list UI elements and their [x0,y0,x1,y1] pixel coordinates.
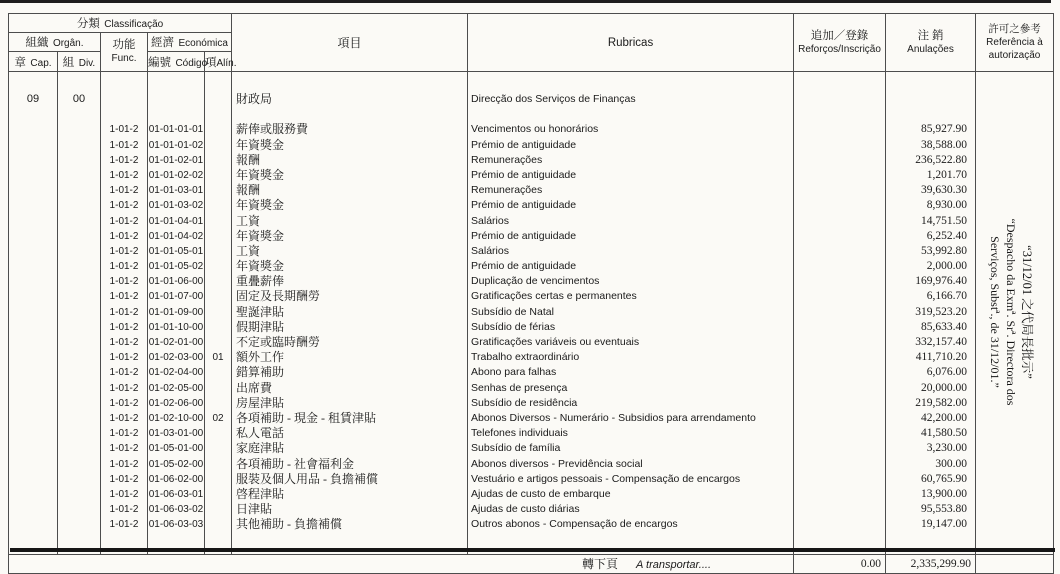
row-item-zh: 日津貼 [236,502,273,517]
column-economic-code [148,72,205,555]
header-items: 項目 [232,14,468,72]
row-economic-code: 01-01-02-01 [148,154,204,166]
spacer [886,92,975,107]
carry-forward-label [9,555,794,574]
column-rubricas [468,72,794,555]
row-anulacao: 1,201.70 [926,168,968,181]
authorization-note-zh: “31/12/01 之代局長批示” [1020,245,1034,379]
row-alinea [205,305,231,320]
table-header [9,14,1054,72]
row-functional-code: 1-01-2 [109,428,139,440]
table-footer [9,555,1054,574]
header-chapter-zh: 章 [14,56,26,69]
row-economic-code: 01-03-01-00 [148,428,204,440]
bottom-rule [10,548,1055,552]
row-alinea [205,426,231,441]
spacer [205,107,231,122]
row-economic-code: 01-01-10-00 [148,321,204,333]
column-items-zh [232,72,468,555]
header-division-pt: Div. [78,57,96,69]
row-anulacao: 6,166.70 [926,290,968,303]
row-functional-code: 1-01-2 [109,352,139,364]
column-reforcos [794,72,886,555]
row-item-zh: 薪俸或服務費 [236,122,309,137]
row-alinea [205,168,231,183]
spacer [886,107,975,122]
spacer [205,92,231,107]
row-alinea [205,244,231,259]
row-anulacao: 20,000.00 [921,381,968,394]
row-item-zh: 出席費 [236,380,273,395]
header-reinforcements-zh: 追加／登錄 [810,29,869,42]
header-chapter [9,52,58,72]
header-organic [9,33,101,52]
spacer [148,107,204,122]
row-alinea [205,122,231,137]
spacer [232,107,467,122]
row-anulacao: 19,147.00 [921,518,968,531]
header-classification-zh: 分類 [76,18,100,30]
row-economic-code: 01-01-01-01 [148,124,204,136]
row-functional-code: 1-01-2 [109,185,139,197]
row-economic-code: 01-01-04-01 [148,215,204,227]
row-anulacao: 411,710.20 [915,351,968,364]
row-anulacao: 42,200.00 [921,411,968,424]
column-division [58,72,101,555]
column-anulacoes [886,72,976,555]
row-anulacao: 6,252.40 [926,229,968,242]
row-anulacao: 8,930.00 [926,199,968,212]
header-alinea-pt: Alín. [216,57,237,69]
row-functional-code: 1-01-2 [109,200,139,212]
row-anulacao: 95,553.80 [921,503,968,516]
carry-forward-zh: 轉下頁 [582,557,619,571]
row-alinea [205,259,231,274]
row-alinea [205,457,231,472]
row-alinea [205,472,231,487]
top-rule [0,0,1051,3]
header-alinea [205,52,237,72]
row-functional-code: 1-01-2 [109,397,139,409]
row-functional-code: 1-01-2 [109,306,139,318]
org-name-zh: 財政局 [236,92,273,106]
carry-forward-reforcos: 0.00 [794,555,886,574]
row-functional-code: 1-01-2 [109,261,139,273]
row-functional-code: 1-01-2 [109,230,139,242]
row-anulacao: 39,630.30 [921,184,968,197]
header-alinea-zh: 項 [205,56,217,69]
row-economic-code: 01-05-01-00 [148,443,204,455]
row-functional-code: 1-01-2 [109,443,139,455]
carry-forward-anulacoes: 2,335,299.90 [886,555,976,574]
header-functional-pt: Func. [111,53,137,64]
row-item-zh: 啓程津貼 [236,486,285,501]
header-annulments [886,14,976,72]
header-annulments-zh: 注 銷 [917,29,944,42]
row-economic-code: 01-01-03-02 [148,200,204,212]
spacer [148,92,204,107]
header-classification [9,14,232,33]
row-alinea [205,335,231,350]
row-alinea [205,138,231,153]
row-item-zh: 年資獎金 [236,198,285,213]
row-rubrica: Abonos diversos - Previdência social [471,457,643,470]
row-rubrica: Remunerações [471,153,543,166]
row-functional-code: 1-01-2 [109,124,139,136]
row-anulacao: 38,588.00 [921,138,968,151]
row-item-zh: 額外工作 [236,350,285,365]
authorization-note [987,162,1035,462]
authorization-note-pt2: Serviços, Substª., de 31/12/01.” [988,236,1002,388]
row-economic-code: 01-01-05-01 [148,245,204,257]
carry-forward-authorization-empty [976,555,1054,574]
row-economic-code: 01-02-01-00 [148,337,204,348]
row-rubrica: Gratificações variáveis ou eventuais [471,336,640,348]
row-functional-code: 1-01-2 [109,382,139,394]
row-rubrica: Ajudas de custo diárias [471,503,580,516]
row-item-zh: 私人電話 [236,426,285,441]
row-economic-code: 01-06-02-00 [148,473,204,485]
row-alinea [205,381,231,396]
row-rubrica: Abono para falhas [471,366,557,379]
row-alinea [205,214,231,229]
row-alinea: 01 [212,352,224,364]
row-alinea [205,487,231,502]
row-item-zh: 年資獎金 [236,228,285,243]
row-rubrica: Ajudas de custo de embarque [471,487,611,500]
row-rubrica: Trabalho extraordinário [471,351,580,364]
row-anulacao: 6,076.00 [926,366,968,379]
row-rubrica: Subsídio de família [471,442,561,455]
row-functional-code: 1-01-2 [109,154,139,166]
row-rubrica: Prémio de antiguidade [471,138,577,151]
row-anulacao: 53,992.80 [921,244,968,257]
row-functional-code: 1-01-2 [109,291,139,303]
row-economic-code: 01-02-10-00 [148,412,204,424]
org-division-value: 00 [72,93,86,105]
row-functional-code: 1-01-2 [109,169,139,181]
header-functional [101,33,148,72]
row-alinea [205,441,231,456]
spacer [101,92,147,107]
header-code-zh: 編號 [148,56,171,69]
row-economic-code: 01-02-03-00 [148,352,204,364]
row-economic-code: 01-01-02-02 [148,169,204,181]
row-item-zh: 房屋津貼 [236,395,285,410]
row-economic-code: 01-02-04-00 [148,367,204,379]
row-rubrica: Telefones individuais [471,427,568,440]
header-reinforcements-pt: Reforços/Inscrição [798,43,881,55]
row-anulacao: 41,580.50 [921,427,968,440]
row-rubrica: Prémio de antiguidade [471,260,577,273]
row-functional-code: 1-01-2 [109,412,139,424]
row-functional-code: 1-01-2 [109,504,139,516]
row-anulacao: 13,900.00 [921,487,968,500]
row-economic-code: 01-01-03-01 [148,185,204,197]
row-item-zh: 重疊薪俸 [236,274,285,289]
header-authorization-pt1: Referência à [986,37,1043,48]
header-economic-pt: Económica [178,38,228,49]
row-item-zh: 不定或臨時酬勞 [236,335,321,349]
spacer [101,107,147,122]
header-economic-zh: 經濟 [151,37,175,49]
row-functional-code: 1-01-2 [109,321,139,333]
header-rubricas: Rubricas [468,14,794,72]
row-alinea [205,229,231,244]
row-rubrica: Subsídio de residência [471,396,578,409]
table-body [9,72,1054,555]
row-rubrica: Salários [471,214,509,227]
row-rubrica: Subsídio de férias [471,320,556,333]
row-item-zh: 年資獎金 [236,167,285,182]
row-item-zh: 工資 [236,243,261,258]
row-anulacao: 236,522.80 [915,153,968,166]
row-rubrica: Vestuário e artigos pessoais - Compensação de encargos [471,472,741,485]
row-functional-code: 1-01-2 [109,519,139,531]
row-anulacao: 85,633.40 [921,320,968,333]
row-rubrica: Duplicação de vencimentos [471,275,600,288]
row-functional-code: 1-01-2 [109,215,139,227]
row-functional-code: 1-01-2 [109,276,139,288]
row-alinea [205,320,231,335]
row-functional-code: 1-01-2 [109,337,139,348]
row-rubrica: Prémio de antiguidade [471,229,577,242]
header-reinforcements [794,14,886,72]
row-rubrica: Abonos Diversos - Numerário - Subsidios para arrendamento [471,411,756,424]
row-alinea [205,502,231,517]
org-name-pt: Direcção dos Serviços de Finanças [471,93,636,105]
row-anulacao: 332,157.40 [915,336,968,348]
row-anulacao: 2,000.00 [926,260,968,273]
row-functional-code: 1-01-2 [109,245,139,257]
row-rubrica: Subsídio de Natal [471,305,554,318]
row-alinea [205,365,231,380]
row-economic-code: 01-02-05-00 [148,382,204,394]
column-alinea [205,72,232,555]
header-organic-pt: Orgân. [52,38,84,49]
row-functional-code: 1-01-2 [109,458,139,470]
header-code [148,52,208,72]
header-code-pt: Código [175,57,208,69]
column-functional-code [101,72,148,555]
header-division [58,52,101,72]
header-annulments-pt: Anulações [907,43,954,55]
row-item-zh: 年資獎金 [236,259,285,274]
row-item-zh: 報酬 [236,152,261,167]
row-item-zh: 錯算補助 [236,365,285,380]
row-economic-code: 01-06-03-01 [148,488,204,500]
row-rubrica: Senhas de presença [471,381,568,394]
row-item-zh: 固定及長期酬勞 [236,289,321,304]
header-authorization-zh: 許可之參考 [988,24,1041,35]
header-chapter-pt: Cap. [30,57,52,69]
row-item-zh: 各項補助 - 社會福利金 [236,456,355,471]
row-economic-code: 01-01-05-02 [148,261,204,273]
row-anulacao: 3,230.00 [926,442,968,455]
row-alinea [205,274,231,289]
row-economic-code: 01-01-01-02 [148,139,204,151]
row-economic-code: 01-01-07-00 [148,291,204,303]
row-functional-code: 1-01-2 [109,367,139,379]
row-anulacao: 85,927.90 [921,123,968,136]
row-item-zh: 家庭津貼 [236,441,285,456]
row-anulacao: 219,582.00 [915,396,968,409]
row-anulacao: 169,976.40 [915,275,968,288]
row-rubrica: Prémio de antiguidade [471,168,577,181]
row-alinea [205,183,231,198]
row-item-zh: 聖誕津貼 [236,304,285,319]
row-item-zh: 年資獎金 [236,137,285,152]
row-item-zh: 假期津貼 [236,319,285,334]
org-chapter-value: 09 [26,93,40,105]
header-authorization [976,14,1054,72]
row-rubrica: Gratificações certas e permanentes [471,290,637,303]
row-economic-code: 01-06-03-02 [148,504,204,516]
column-chapter [9,72,58,555]
row-rubrica: Remunerações [471,184,543,197]
row-alinea [205,517,231,532]
row-economic-code: 01-02-06-00 [148,397,204,409]
row-alinea [205,289,231,304]
row-alinea [205,153,231,168]
row-rubrica: Vencimentos ou honorários [471,123,599,136]
row-economic-code: 01-01-09-00 [148,306,204,318]
row-alinea [205,396,231,411]
row-anulacao: 319,523.20 [915,305,968,318]
row-item-zh: 服裝及個人用品 - 負擔補償 [236,471,379,486]
row-economic-code: 01-05-02-00 [148,458,204,470]
header-economic [148,33,232,52]
row-item-zh: 各項補助 - 現金 - 租賃津貼 [236,410,377,425]
header-division-zh: 組 [62,56,75,69]
row-economic-code: 01-01-04-02 [148,230,204,242]
row-alinea [205,198,231,213]
row-item-zh: 其他補助 - 負擔補償 [236,517,343,532]
row-anulacao: 14,751.50 [921,214,968,227]
row-anulacao: 60,765.90 [921,472,968,485]
row-rubrica: Prémio de antiguidade [471,199,577,212]
row-alinea: 02 [212,412,224,424]
header-functional-zh: 功能 [112,39,136,51]
budget-table [8,13,1054,574]
carry-forward-pt: A transportar.... [636,559,712,571]
row-anulacao: 300.00 [935,457,968,470]
row-economic-code: 01-01-06-00 [148,276,204,288]
row-item-zh: 工資 [236,213,261,228]
authorization-note-pt1: “Despacho da Exmª. Srª. Directora dos [1004,218,1018,406]
row-rubrica: Outros abonos - Compensação de encargos [471,518,678,531]
row-item-zh: 報酬 [236,183,261,198]
header-organic-zh: 組織 [25,37,49,49]
row-functional-code: 1-01-2 [109,488,139,500]
row-functional-code: 1-01-2 [109,473,139,485]
spacer [468,107,793,122]
header-classification-pt: Classificação [104,19,164,30]
row-economic-code: 01-06-03-03 [148,519,204,531]
row-rubrica: Salários [471,244,509,257]
header-authorization-pt2: autorização [988,50,1041,61]
row-functional-code: 1-01-2 [109,139,139,151]
